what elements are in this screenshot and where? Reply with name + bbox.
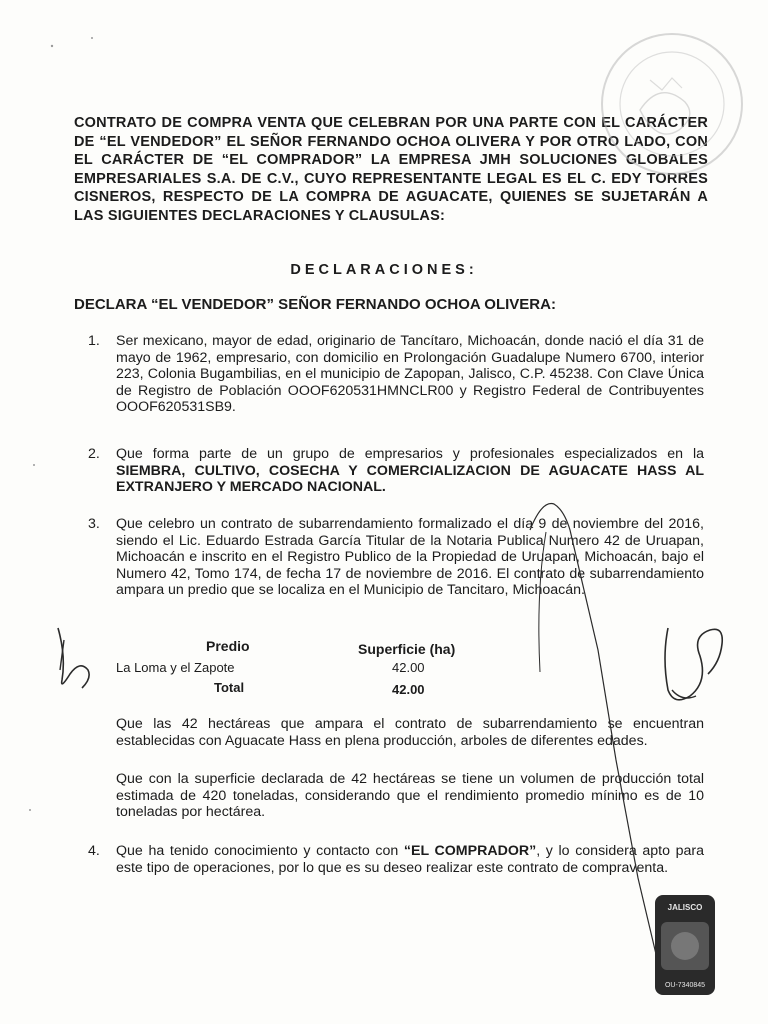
notary-badge — [655, 895, 715, 995]
table-header-superficie: Superficie (ha) — [358, 641, 456, 657]
item-text: Que forma parte de un grupo de empresarios y profesionales especializados en la — [116, 446, 704, 462]
paragraph-production: Que con la superficie declarada de 42 hectáreas se tiene un volumen de producción total estimada de 420 toneladas, considerando que el rendimiento promedio mínimo es de 10 toneladas por hectárea. — [116, 771, 704, 820]
declarations-heading: DECLARACIONES: — [290, 262, 478, 278]
scan-specks — [29, 37, 93, 811]
pen-strokes — [530, 504, 664, 988]
svg-text:OU-7340845: OU-7340845 — [664, 982, 706, 989]
paragraph-hectares: Que las 42 hectáreas que ampara el contrato de subarrendamiento se encuentran establecidas con Aguacate Hass en plena producción, arboles de diferentes edades. — [116, 716, 704, 749]
item-strong-text: SIEMBRA, CULTIVO, COSECHA Y COMERCIALIZACION DE AGUACATE HASS AL EXTRANJERO Y MERCADO NACIONAL. — [116, 462, 704, 495]
item-text-before: Que ha tenido conocimiento y contacto con — [116, 843, 404, 859]
right-margin-signature — [665, 628, 722, 700]
table-cell-predio: La Loma y el Zapote — [116, 660, 235, 675]
table-cell-superficie: 42.00 — [392, 660, 425, 675]
item-number: 2. — [88, 446, 100, 462]
item-text: Que celebro un contrato de subarrendamiento formalizado el día 9 de noviembre del 2016, siendo el Lic. Eduardo Estrada García Titular de la Notaria Publica Numero 42 de Uruapan, Michoacán e inscrito en el Registro Publico de la Propiedad de Uruapan, Michoacán, bajo el Numero 42, Tomo 174, de fecha 17 de noviembre de 2016. El contrato de subarrendamiento ampara un predio que se localiza en el Municipio de Tancitaro, Michoacán. — [116, 516, 704, 598]
item-strong-text: “EL COMPRADOR” — [403, 843, 537, 859]
vendor-declaration-heading: DECLARA “EL VENDEDOR” SEÑOR FERNANDO OCHOA OLIVERA: — [74, 296, 556, 313]
seal-stamp — [602, 34, 742, 174]
item-text-after: , y lo considera apto para este tipo de operaciones, por lo que es su deseo realizar este contrato de compraventa. — [116, 843, 704, 876]
svg-text:JALISCO: JALISCO — [667, 903, 703, 912]
item-number: 3. — [88, 516, 100, 532]
item-number: 4. — [88, 843, 100, 859]
item-text: Ser mexicano, mayor de edad, originario de Tancítaro, Michoacán, donde nació el día 31 de mayo de 1962, empresario, con domicilio en Prolongación Guadalupe Numero 6700, interior 223, Colonia Bugambilias, en el municipio de Zapopan, Jalisco, C.P. 45238. Con Clave Única de Registro de Población OOOF620531HMNCLR00 y Registro Federal de Contribuyentes OOOF620531SB9. — [116, 333, 704, 415]
table-total-label: Total — [214, 680, 245, 695]
left-margin-signature — [58, 628, 89, 688]
table-total-value: 42.00 — [392, 682, 425, 697]
contract-title: CONTRATO DE COMPRA VENTA QUE CELEBRAN POR UNA PARTE CON EL CARÁCTER DE “EL VENDEDOR” EL SEÑOR FERNANDO OCHOA OLIVERA Y POR OTRO LADO, CON EL CARÁCTER DE “EL COMPRADOR” LA EMPRESA JMH SOLUCIONES GLOBALES EMPRESARIALES S.A. DE C.V., CUYO REPRESENTANTE LEGAL ES EL C. EDY TORRES CISNEROS, RESPECTO DE LA COMPRA DE AGUACATE, QUIENES SE SUJETARÁN A LAS SIGUIENTES DECLARACIONES Y CLAUSULAS: — [74, 115, 708, 224]
item-number: 1. — [88, 333, 100, 349]
table-header-predio: Predio — [206, 638, 250, 654]
